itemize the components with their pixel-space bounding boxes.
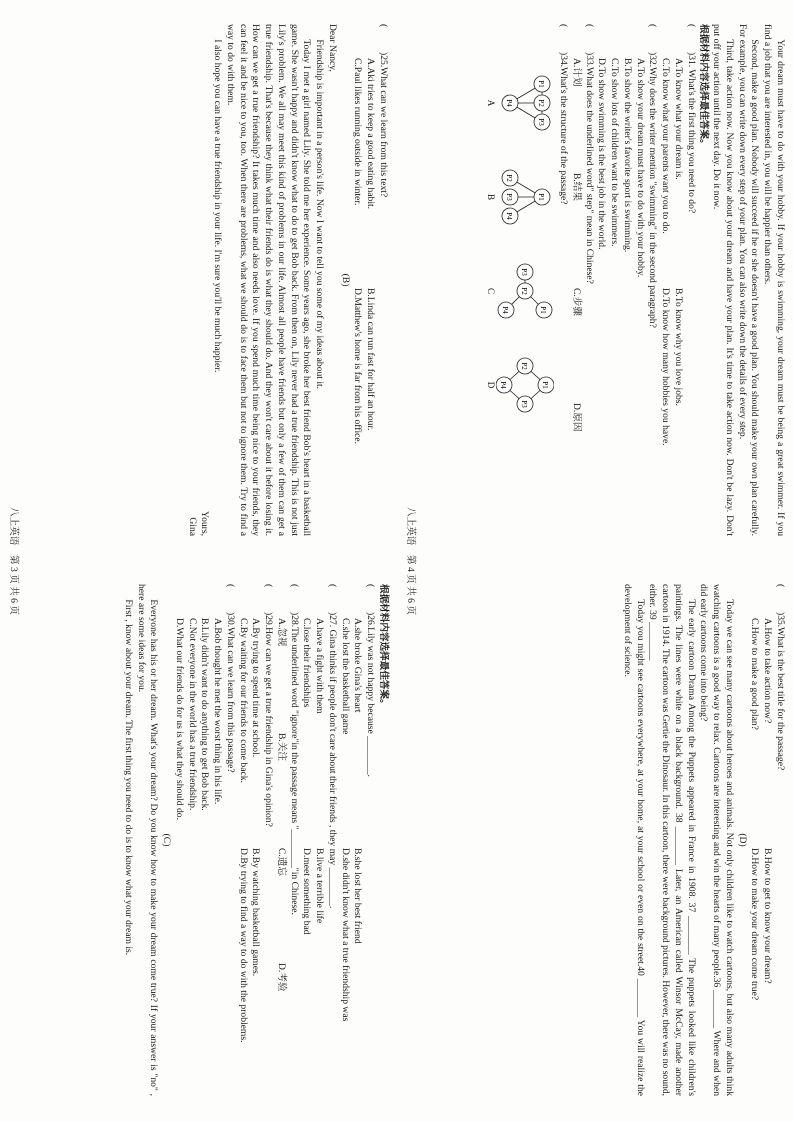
diagram-c-graphic [497, 252, 555, 330]
option-c: C.遗忘 [276, 848, 287, 876]
option-b: B.To know why you love jobs. [673, 288, 684, 406]
option-b: B.By watching basketball games. [250, 848, 262, 977]
node-p3: P3 [537, 118, 546, 126]
option-c: C.To show lots of children want to be swimmers. [609, 58, 621, 247]
node-p2: P2 [537, 99, 546, 107]
option-d: D.To show swimming is the best job in the world. [596, 58, 608, 250]
question-31: ( )31. What's the first thing you need to do? [685, 24, 697, 214]
page3-column [0, 20, 397, 540]
question-stem: )34.What's the structure of the passage? [558, 52, 570, 205]
page4-column [397, 20, 794, 540]
option-c: C.Paul likes running outside in winter. [352, 58, 364, 206]
option-c: C.she lost the basketball game [339, 618, 351, 735]
question-stem: )30.What can we learn from this passage? [225, 612, 236, 773]
diagram-label-d: D [486, 381, 497, 389]
option-c: C.To know what your parents want you to do. [660, 58, 672, 234]
option-a: A.How to take action now? [762, 618, 774, 724]
option-d: D.meet something bad [301, 848, 313, 935]
exam-page-4 [397, 0, 794, 1122]
option-c: C.步骤 [571, 288, 582, 316]
question-33: ( )33.What does the underlined word" step" mean in Chinese? [583, 24, 595, 284]
question-stem: )32.Why does the writer mention "swimming" in the second paragraph? [647, 52, 659, 328]
letter-paragraph: Today I met a girl named Lily. She told me her experience. Some years ago, she broke her best friend Bob's heart in a basketball game. She wasn't happy and didn't know what to do to get Bob back. From then on, Lily never had a true friendship. This is not just Lily's problem. We all may meet this kind of problems in our life. Almost all people have friends but only a few of them can get a true friendship. That's because they think what their friends do is what they should do. And they won't care about it before losing it. How can we get a true friendship? It takes much time and also needs love. If you spend much time being nice to your friends, they can feel it and be nice to you, too. When there are problems, what we should do is to face them but not to ignore them. Try to find a way to do with them. [225, 24, 313, 536]
node-p1: P1 [541, 381, 550, 389]
letter-signature: Gina [186, 517, 198, 536]
question-stem: )28.The underlined word "ignore"in the passage means "________"in Chinese. [288, 612, 300, 915]
question-32: ( )32.Why does the writer mention "swimming" in the second paragraph? [647, 24, 659, 328]
question-stem: )25.What can we learn from this text? [378, 52, 389, 198]
option-a: A.By trying to spend time at school. [250, 618, 262, 758]
page4-column-2 [397, 580, 794, 1100]
diagram-b-graphic [497, 158, 555, 236]
option-a: A.Aki tries to keep a good eating habit. [365, 58, 377, 210]
letter-paragraph: Friendship is important in a person's life. Now I want to tell you some of my ideas about it. [314, 39, 326, 390]
question-30: ( )30.What can we learn from this passage? [225, 584, 236, 773]
node-p3: P3 [520, 400, 529, 408]
option-b: B.Lily didn't want to do anything to get Bob back. [199, 618, 211, 811]
node-p1: P1 [537, 80, 546, 88]
diagram-a-graphic [497, 64, 555, 142]
question-35: ( )35.What is the best title for the passage? [775, 584, 786, 771]
option-b: B.To show the writer's favorite sport is swimming. [622, 58, 633, 253]
question-stem: )33.What does the underlined word" step" mean in Chinese? [583, 52, 595, 284]
node-p4: P4 [501, 306, 510, 314]
question-34: ( )34.What's the structure of the passage? [558, 24, 570, 205]
letter-signoff: Yours, [199, 511, 211, 536]
option-b: B.Linda can run fast for half an hour. [365, 288, 377, 431]
option-b: B.live a terrible life [314, 848, 326, 924]
structure-diagram-b [485, 158, 555, 236]
passage-d-paragraph: Today you might see cartoons everywhere, at your home, at your school or even on the street.40 ________ You will realize the development of science. [622, 584, 646, 1096]
node-p4: P4 [499, 381, 508, 389]
diagram-d-graphic [497, 346, 555, 424]
option-b: B.关注 [276, 733, 287, 761]
structure-diagram-c [485, 252, 555, 330]
section-c-heading: (C) [161, 833, 173, 847]
node-p2: P2 [505, 174, 514, 182]
option-b: B.she lost her best friend [352, 848, 364, 944]
node-p2: P2 [520, 287, 529, 295]
instruction: 根据材料内容选择最佳答案。 [698, 24, 710, 149]
passage-c-paragraph: Second, make a good plan. Nobody will succeed if he or she doesn't have a good plan. You should make your own plan carefully. For example, you can write down every step of your plan. You can also write down the details of every step. [736, 24, 761, 536]
question-stem: )26.Lily was not happy because ________. [365, 612, 377, 777]
question-stem: )27. Gina thinks if people don't care about their friends , they may ________. [327, 612, 338, 909]
node-p4: P4 [505, 99, 514, 107]
question-27: ( )27. Gina thinks if people don't care about their friends , they may ________. [327, 584, 338, 909]
node-p4: P4 [505, 212, 514, 220]
option-a: A.Bob thought he met the worst thing in his life. [212, 618, 224, 805]
passage-c-paragraph: Your dream must have to do with your hobby. If your hobby is swimming, your dream must be being a great swimmer. If you find a job that you are interested in, you will be happier than others. [762, 24, 786, 536]
option-d: D.What our friends do for us is what they should do. [174, 618, 185, 820]
passage-c-paragraph: Third, take action now. Now you know about your dream and have your plan. It's time to take action now. Don't be lazy. Don't put off your action until the next day. Do it now. [711, 24, 735, 536]
node-p2: P2 [520, 362, 529, 370]
question-stem: )29.How can we get a true friendship in Gina's opinion? [263, 612, 275, 827]
passage-d-paragraph: The early cartoon Drama Among the Puppets appeared in France in 1908. 37 ________ The puppets looked like children's paintings. The lines were white on a black background. 38 ________ Later, an American called Winsor McCay, made another cartoon in 1914. The cartoon was Gertie the Dinosaur. In this cartoon, there were background pictures. However, there was no sound, either. 39 ________ [647, 584, 697, 1097]
option-d: D.How to make your dream come true? [749, 848, 761, 1001]
letter-paragraph: I also hope you can have a true friendship in your life. I'm sure you'll be much happier. [212, 39, 224, 373]
section-d-heading: (D) [736, 833, 748, 847]
option-a: A.计划 [571, 58, 582, 87]
instruction: 根据材料内容选择最佳答案。 [378, 584, 389, 709]
question-stem: )31. What's the first thing you need to do? [685, 52, 697, 214]
option-a: A.To show your dream must have to do with your hobby. [634, 58, 646, 278]
structure-diagrams [485, 24, 555, 536]
option-a: A.To know what your dream is. [673, 58, 684, 180]
option-a: A.she broke Gina's heart [352, 618, 364, 713]
question-25: ( )25.What can we learn from this text? [378, 24, 389, 198]
passage-d-paragraph: Today we can see many cartoons about heroes and animals. Not only children like to watch cartoons, but also many adults think watching cartoons is a good way to relax. Cartoons are interesting and win the hearts of many people.36 ________ Where and when did early cartoons come into being? [698, 584, 735, 1096]
question-28: ( )28.The underlined word "ignore"in the passage means "________"in Chinese. [288, 584, 300, 915]
section-b-heading: (B) [339, 273, 351, 287]
diagram-label-c: C [486, 287, 497, 294]
page3-column-2 [0, 580, 397, 1100]
option-d: D.By trying to find a way to do with the problems. [237, 848, 249, 1043]
page-footer: 八上英语 第 3 页 共 6 页 [7, 507, 19, 615]
option-a: A.忽视 [276, 618, 287, 647]
node-p1: P1 [537, 193, 546, 201]
node-p1: P1 [539, 306, 548, 314]
option-c: C.By waiting for our friends to come back. [237, 618, 249, 783]
structure-diagram-a [485, 64, 555, 142]
question-26: ( )26.Lily was not happy because ________. [365, 584, 377, 777]
page-footer: 八上英语 第 4 页 共 6 页 [404, 507, 416, 615]
passage-c-paragraph: Everyone has his or her dream. What's your dream? Do you know how to make your dream come true? If your answer is "no" , here are some ideas for you. [135, 584, 160, 1096]
question-stem: )35.What is the best title for the passage? [775, 612, 786, 771]
diagram-label-a: A [486, 99, 497, 107]
structure-diagram-d [485, 346, 555, 424]
question-29: ( )29.How can we get a true friendship in Gina's opinion? [263, 584, 275, 827]
node-p3: P3 [505, 193, 514, 201]
option-d: D.考验 [276, 963, 287, 992]
letter-greeting: Dear Nancy, [327, 24, 338, 72]
option-a: A.have a fight with them [314, 618, 326, 714]
option-d: D.原因 [571, 403, 582, 432]
option-c: C.Not everyone in the world has a true friendship. [186, 618, 198, 811]
option-b: B.结果 [571, 173, 582, 201]
option-d: D.To know how many hobbies you have. [660, 288, 672, 446]
node-p3: P3 [520, 268, 529, 276]
option-d: D.Matthew's home is far from his office. [352, 288, 364, 445]
passage-c-paragraph: First , know about your dream. The first thing you need to do is to know what your dream is. [123, 599, 134, 956]
diagram-label-b: B [486, 193, 497, 200]
option-d: D.she didn't know what a true friendship was [339, 848, 351, 1022]
option-b: B.How to get to know your dream? [762, 848, 774, 984]
option-c: C.lose their friendships [301, 618, 313, 708]
option-c: C.How to make a good plan? [749, 618, 761, 730]
